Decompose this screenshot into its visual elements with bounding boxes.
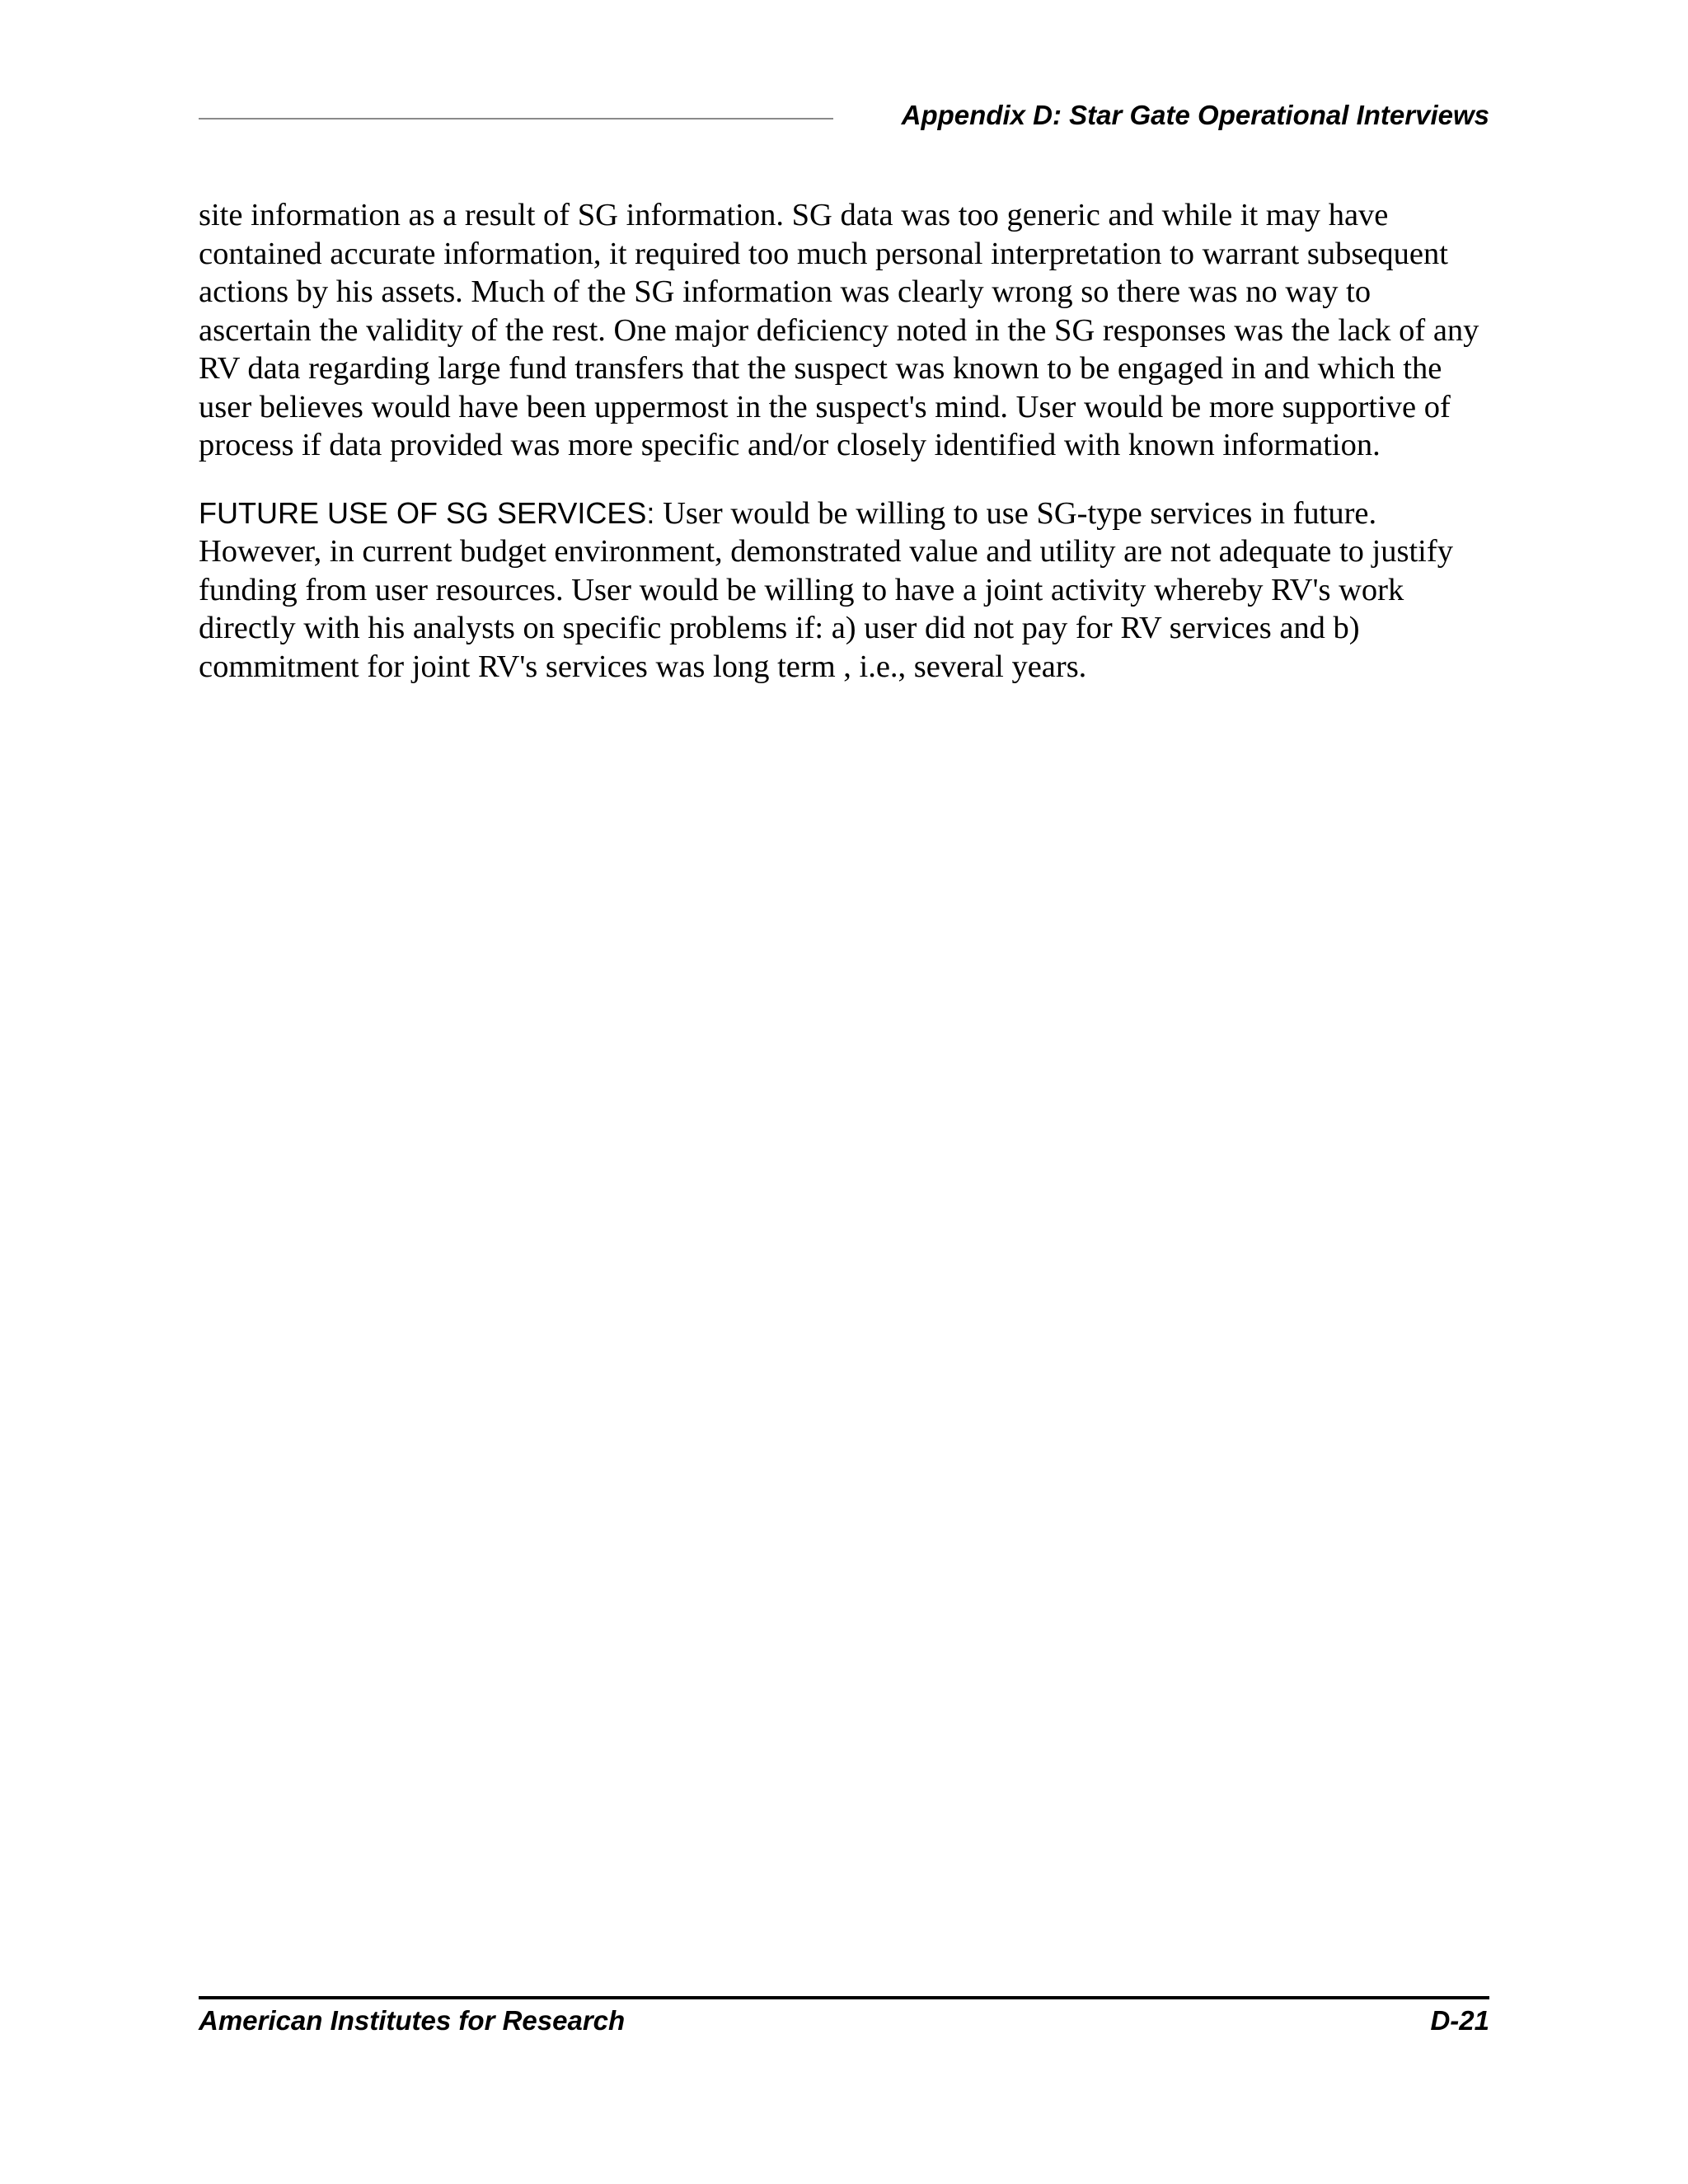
- footer-page-number: D-21: [1430, 2005, 1489, 2036]
- page-header: [199, 97, 1489, 138]
- page-footer: [199, 1996, 1489, 2046]
- future-use-heading: FUTURE USE OF SG SERVICES:: [199, 495, 655, 530]
- body-text: [199, 196, 1489, 715]
- paragraph-site-information: site information as a result of SG information. SG data was too generic and while it may have contained accurate information, it required too much personal interpretation to warrant subsequent actions by his assets. Much of the SG information was clearly wrong so there was no way to ascertain the validity of the rest. One major deficiency noted in the SG responses was the lack of any RV data regarding large fund transfers that the suspect was known to be engaged in and which the user believes would have been uppermost in the suspect's mind. User would be more supportive of process if data provided was more specific and/or closely identified with known information.: [199, 198, 1479, 462]
- future-use-text: User would be willing to use SG-type services in future. However, in current budget environment, demonstrated value and utility are not adequate to justify funding from user resources. User would be willing to have a joint activity whereby RV's work directly with his analysts on specific problems if: a) user did not pay for RV services and b) commitment for joint RV's services was long term , i.e., several years.: [199, 495, 1453, 684]
- header-rule: [199, 118, 833, 120]
- paragraph-future-use: [199, 494, 1489, 687]
- footer-rule: [199, 1996, 1489, 1999]
- footer-organization: American Institutes for Research: [199, 2005, 626, 2036]
- header-title: Appendix D: Star Gate Operational Interviews: [901, 100, 1489, 130]
